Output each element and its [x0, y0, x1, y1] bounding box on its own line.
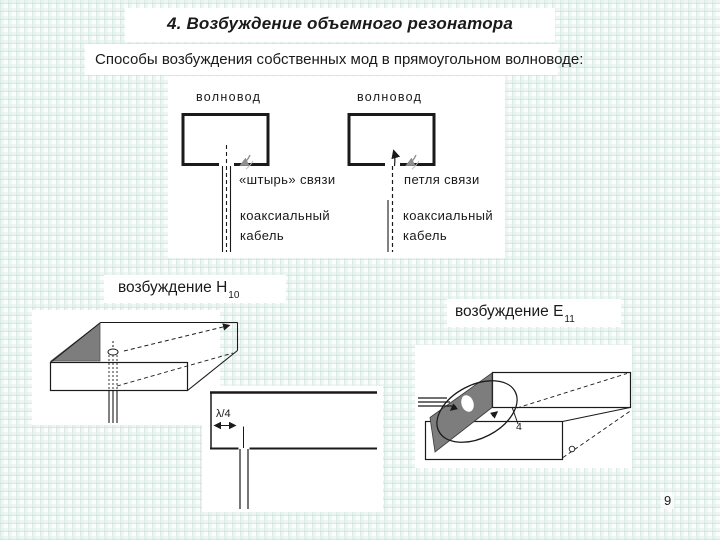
h10-mode-text: возбуждение H: [118, 279, 228, 296]
e11-mode-text: возбуждение E: [455, 303, 564, 320]
loop-coupling-label: петля связи: [404, 172, 480, 187]
loop-cable-line1: коаксиальный: [403, 208, 494, 223]
pin-cable-label: [240, 206, 330, 246]
pin-cable-line2: кабель: [240, 228, 285, 243]
subtitle: Способы возбуждения собственных мод в прямоугольном волноводе:: [95, 51, 584, 68]
e11-mode-subscript: 11: [564, 314, 575, 326]
h10-diagram-panel: [32, 310, 220, 425]
loop-cable-label: [403, 206, 493, 246]
loop-dimension-label: 4: [516, 421, 522, 433]
quarter-wave-diagram-panel: [202, 386, 383, 512]
pin-coupling-label: «штырь» связи: [239, 172, 336, 187]
e11-mode-label: [455, 303, 575, 326]
page-title: 4. Возбуждение объемного резонатора: [166, 14, 514, 33]
quarter-wave-label: λ/4: [216, 408, 231, 420]
loop-waveguide-label: волновод: [357, 90, 423, 104]
loop-cable-line2: кабель: [403, 228, 448, 243]
e11-diagram-panel: [415, 345, 632, 468]
pin-waveguide-label: волновод: [196, 90, 262, 104]
h10-mode-label: [118, 279, 240, 302]
pin-cable-line1: коаксиальный: [240, 208, 331, 223]
page-number: 9: [661, 492, 674, 509]
h10-mode-subscript: 10: [228, 290, 240, 302]
